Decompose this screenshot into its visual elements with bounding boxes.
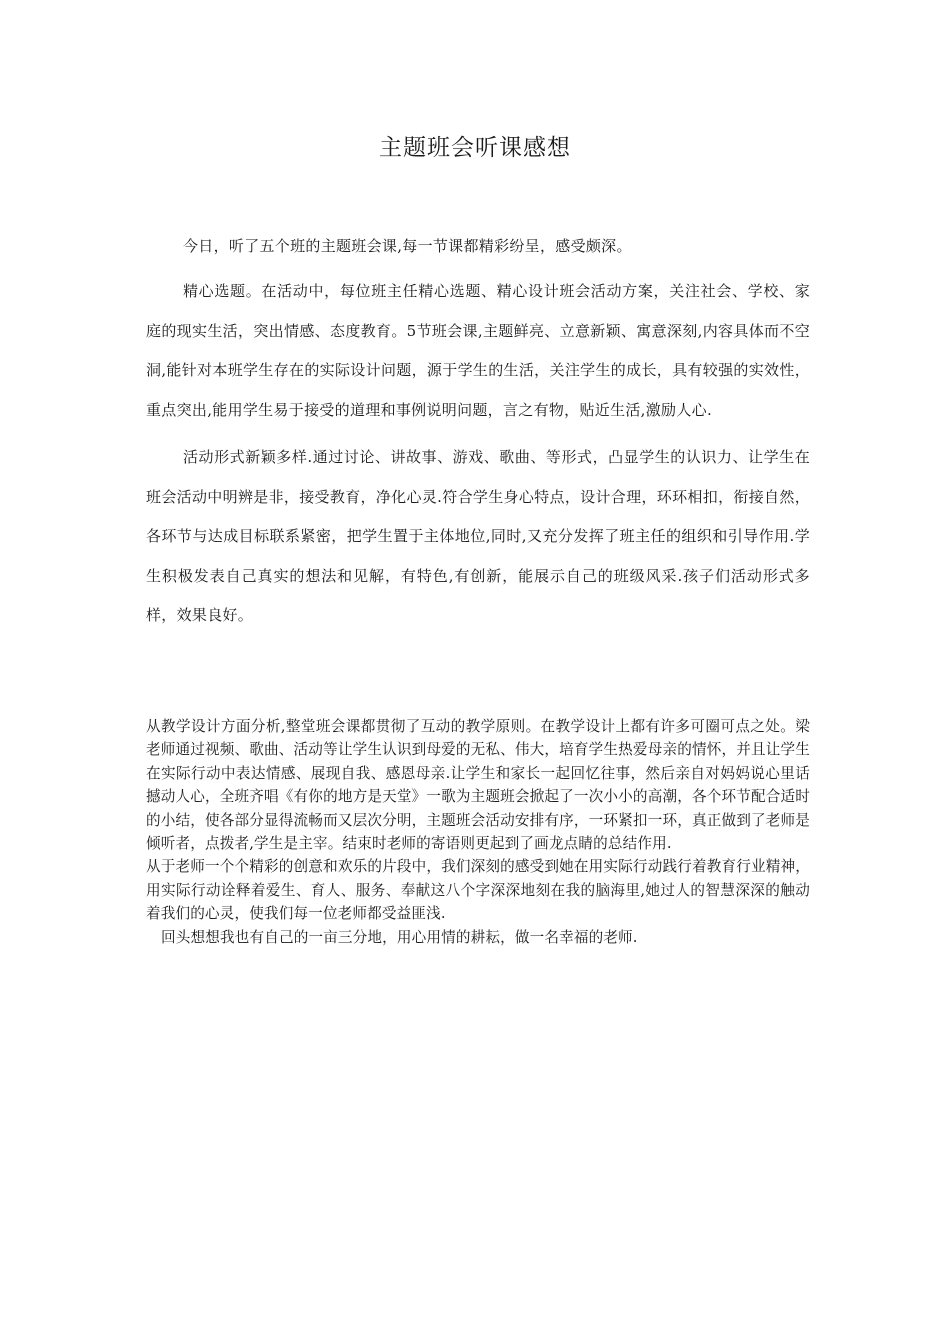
document-title: 主题班会听课感想 [379,135,571,161]
intro-paragraph: 今日，听了五个班的主题班会课,每一节课都精彩纷呈，感受颇深。 [183,237,632,255]
teacher-reflection-paragraph: 从于老师一个个精彩的创意和欢乐的片段中，我们深刻的感受到她在用实际行动践行着教育行业精神，用实际行动诠释着爱生、育人、服务、奉献这八个字深深地刻在我的脑海里,她过人的智慧深深的触动着我们的心灵，使我们每一位老师都受益匪浅. [146,858,810,923]
closing-paragraph: 回头想想我也有自己的一亩三分地，用心用情的耕耘，做一名幸福的老师. [161,928,638,946]
activity-form-paragraph: 活动形式新颖多样.通过讨论、讲故事、游戏、歌曲、等形式，凸显学生的认识力、让学生在班会活动中明辨是非，接受教育，净化心灵.符合学生身心特点，设计合理，环环相扣，衔接自然，各环节与达成目标联系紧密，把学生置于主体地位,同时,又充分发挥了班主任的组织和引导作用.学生积极发表自己真实的想法和见解，有特色,有创新，能展示自己的班级风采.孩子们活动形式多样，效果良好。 [146,448,810,624]
document-body-tight [146,715,810,949]
topic-selection-paragraph: 精心选题。在活动中，每位班主任精心选题、精心设计班会活动方案，关注社会、学校、家庭的现实生活，突出情感、态度教育。5节班会课,主题鲜亮、立意新颖、寓意深刻,内容具体而不空洞,能针对本班学生存在的实际设计问题，源于学生的生活，关注学生的成长，具有较强的实效性，重点突出,能用学生易于接受的道理和事例说明问题，言之有物，贴近生活,激励人心. [146,282,810,419]
document-body-loose [146,232,810,636]
teaching-design-paragraph: 从教学设计方面分析,整堂班会课都贯彻了互动的教学原则。在教学设计上都有许多可圈可点之处。梁老师通过视频、歌曲、活动等让学生认识到母爱的无私、伟大，培育学生热爱母亲的情怀，并且让学生在实际行动中表达情感、展现自我、感恩母亲.让学生和家长一起回忆往事，然后亲自对妈妈说心里话撼动人心，全班齐唱《有你的地方是天堂》一歌为主题班会掀起了一次小小的高潮，各个环节配合适时的小结，使各部分显得流畅而又层次分明，主题班会活动安排有序，一环紧扣一环，真正做到了老师是倾听者，点拨者,学生是主宰。结束时老师的寄语则更起到了画龙点睛的总结作用. [146,718,810,853]
